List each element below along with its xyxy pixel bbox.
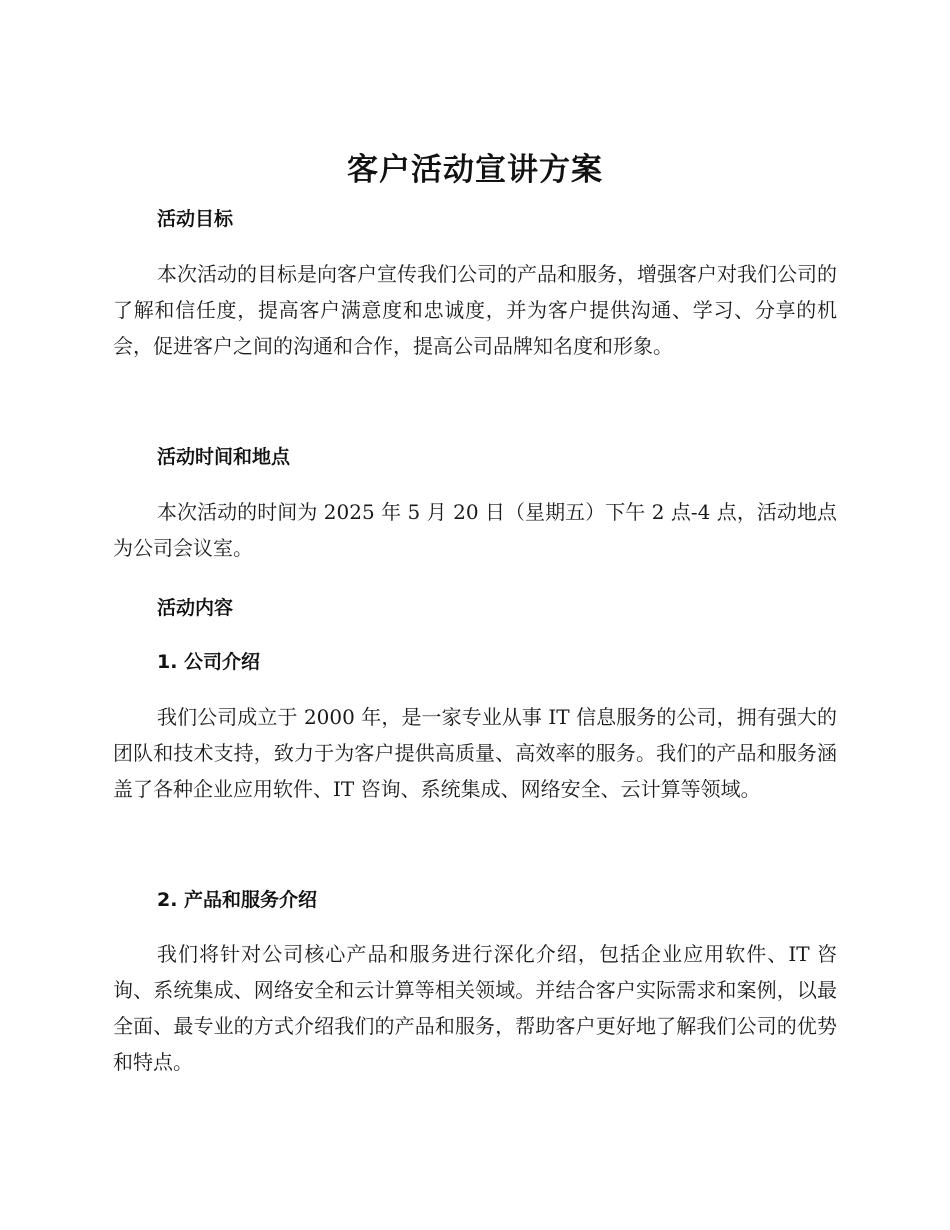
section-heading-company-intro: 1. 公司介绍: [157, 651, 261, 673]
section-body-goals: 本次活动的目标是向客户宣传我们公司的产品和服务，增强客户对我们公司的了解和信任度，提高客户满意度和忠诚度，并为客户提供沟通、学习、分享的机会，促进客户之间的沟通和合作，提高公司品牌知名度和形象。: [113, 262, 837, 358]
document-title: 客户活动宣讲方案: [347, 152, 603, 188]
section-heading-products-services: 2. 产品和服务介绍: [157, 889, 318, 911]
section-heading-goals: 活动目标: [157, 208, 234, 230]
section-body-products-services: 我们将针对公司核心产品和服务进行深化介绍，包括企业应用软件、IT 咨询、系统集成、网络安全和云计算等相关领域。并结合客户实际需求和案例，以最全面、最专业的方式介绍我们的产品和服务，帮助客户更好地了解我们公司的优势和特点。: [113, 942, 837, 1074]
section-body-time-place: 本次活动的时间为 2025 年 5 月 20 日（星期五）下午 2 点-4 点，活动地点为公司会议室。: [113, 500, 837, 560]
section-heading-time-place: 活动时间和地点: [157, 446, 291, 468]
section-body-company-intro: 我们公司成立于 2000 年，是一家专业从事 IT 信息服务的公司，拥有强大的团队和技术支持，致力于为客户提供高质量、高效率的服务。我们的产品和服务涵盖了各种企业应用软件、IT 咨询、系统集成、网络安全、云计算等领域。: [113, 705, 837, 801]
section-heading-content: 活动内容: [157, 597, 234, 619]
